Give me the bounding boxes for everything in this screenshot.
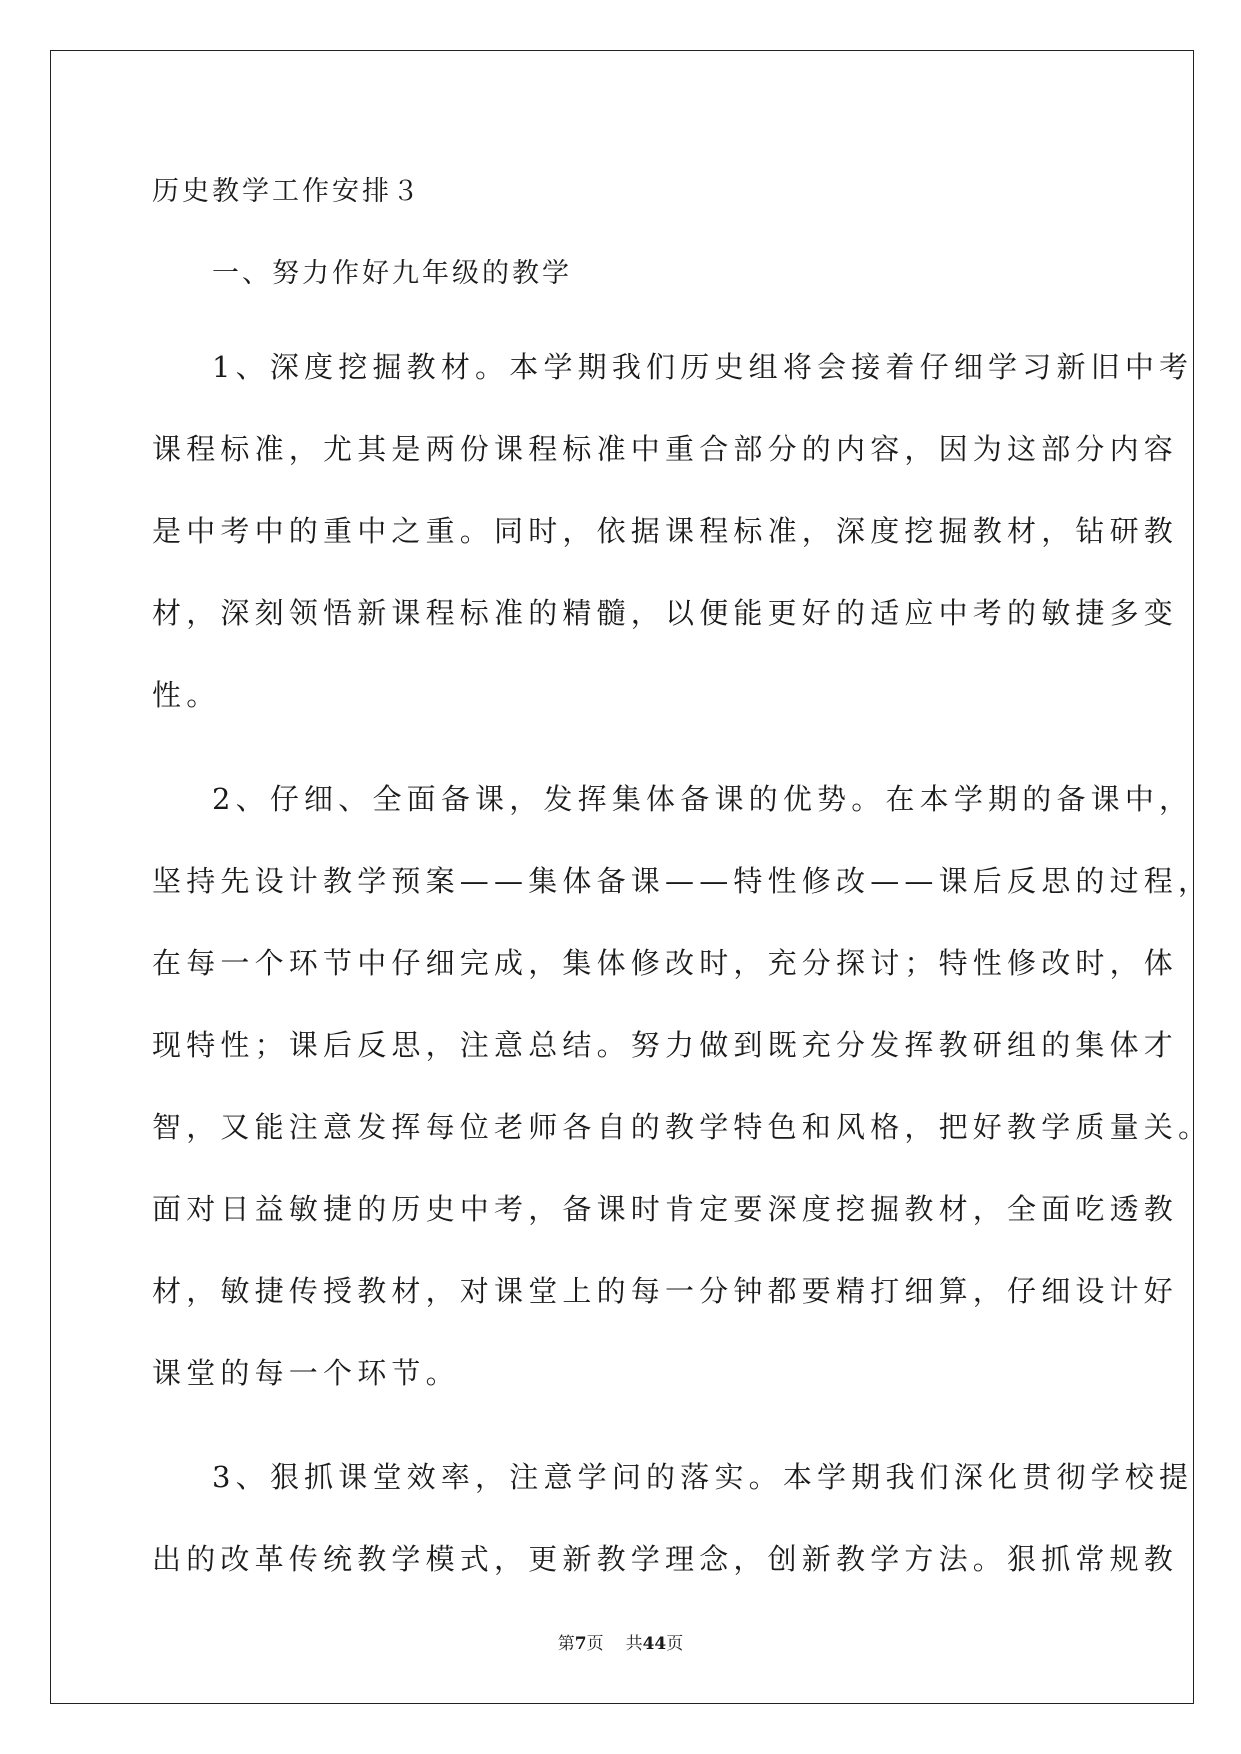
paragraph-line: 在每一个环节中仔细完成，集体修改时，充分探讨；特性修改时，体 (152, 946, 1179, 980)
paragraph-2 (152, 758, 1213, 1414)
paragraph-line: 3、狠抓课堂效率，注意学问的落实。本学期我们深化贯彻学校提 (212, 1460, 1194, 1494)
paragraph-3 (152, 1436, 1194, 1600)
paragraph-line: 材，深刻领悟新课程标准的精髓，以便能更好的适应中考的敏捷多变 (152, 596, 1179, 630)
paragraph-line: 课堂的每一个环节。 (152, 1356, 460, 1390)
document-title: 历史教学工作安排３ (152, 176, 422, 207)
paragraph-line: 智，又能注意发挥每位老师各自的教学特色和风格，把好教学质量关。 (152, 1110, 1213, 1144)
paragraph-line: 性。 (152, 678, 221, 712)
page-prefix: 第 (557, 1634, 575, 1654)
section-heading: 一、努力作好九年级的教学 (212, 258, 572, 289)
paragraph-line: 1、深度挖掘教材。本学期我们历史组将会接着仔细学习新旧中考 (212, 350, 1194, 384)
paragraph-line: 2、仔细、全面备课，发挥集体备课的优势。在本学期的备课中， (212, 782, 1194, 816)
paragraph-line: 是中考中的重中之重。同时，依据课程标准，深度挖掘教材，钻研教 (152, 514, 1179, 548)
paragraph-line: 材，敏捷传授教材，对课堂上的每一分钟都要精打细算，仔细设计好 (152, 1274, 1179, 1308)
paragraph-line: 出的改革传统教学模式，更新教学理念，创新教学方法。狠抓常规教 (152, 1542, 1179, 1576)
total-prefix: 共 (625, 1634, 643, 1654)
page-footer (0, 1632, 1241, 1656)
paragraph-1 (152, 326, 1194, 736)
paragraph-line: 课程标准，尤其是两份课程标准中重合部分的内容，因为这部分内容 (152, 432, 1179, 466)
paragraph-line: 现特性；课后反思，注意总结。努力做到既充分发挥教研组的集体才 (152, 1028, 1179, 1062)
total-pages: 44 (642, 1634, 667, 1654)
paragraph-line: 面对日益敏捷的历史中考，备课时肯定要深度挖掘教材，全面吃透教 (152, 1192, 1179, 1226)
paragraph-line: 坚持先设计教学预案——集体备课——特性修改——课后反思的过程， (152, 864, 1213, 898)
document-body (152, 162, 1213, 1600)
total-suffix: 页 (666, 1634, 684, 1654)
page-suffix: 页 (586, 1634, 604, 1654)
page-number: 7 (574, 1634, 587, 1654)
